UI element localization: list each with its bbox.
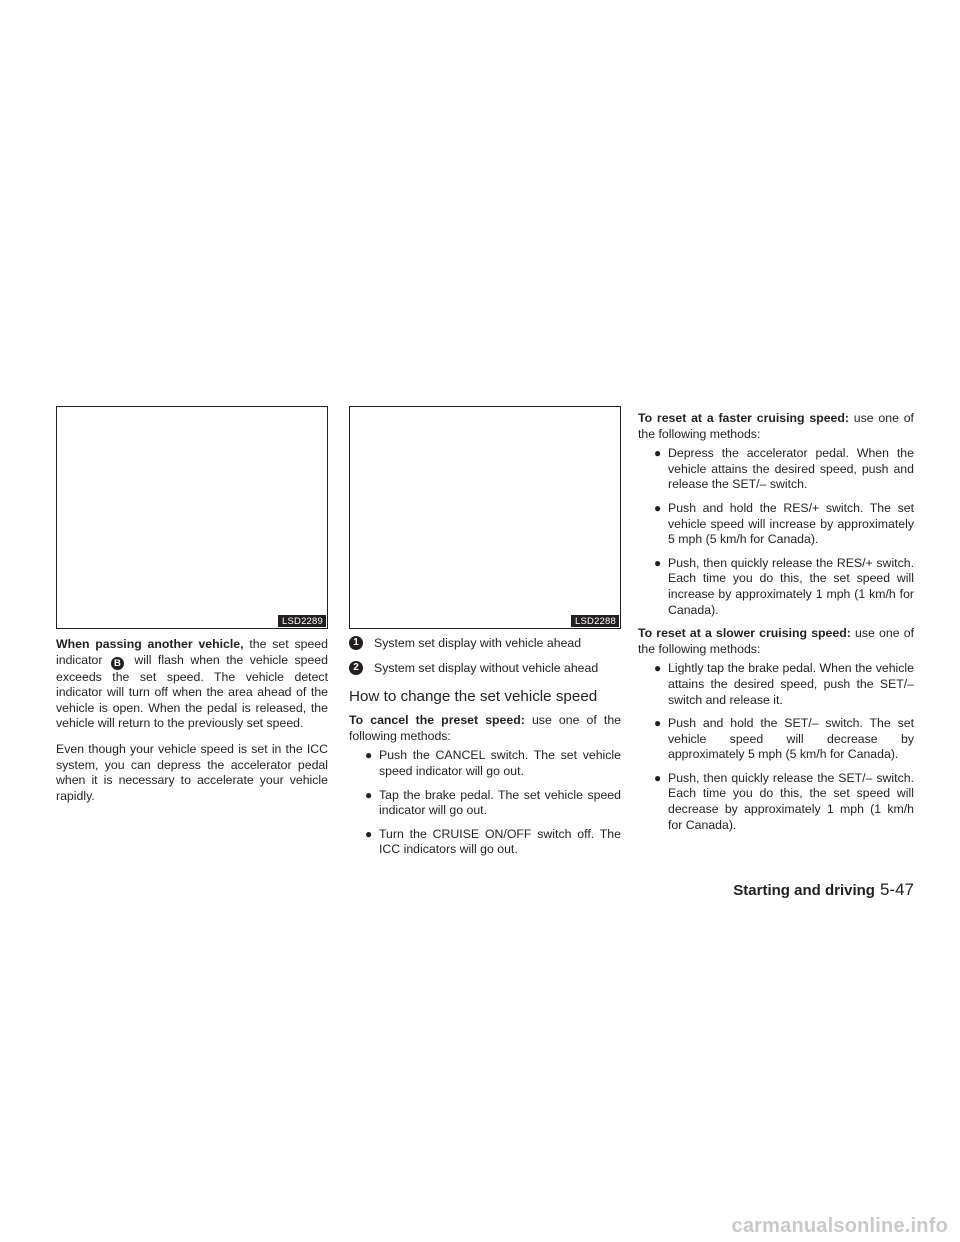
column-middle [349, 406, 621, 858]
faster-list [638, 446, 914, 618]
caption-item: 1 System set display with vehicle ahead [349, 636, 621, 652]
number-1-icon: 1 [349, 636, 363, 650]
column-right [638, 411, 914, 833]
bullet-icon: ● [654, 446, 662, 461]
slower-list [638, 661, 914, 833]
faster-intro: To reset at a faster cruising speed: use one of the following methods: [638, 411, 914, 441]
list-item: ● Turn the CRUISE ON/OFF switch off. The ICC indicators will go out. [365, 826, 621, 857]
list-item: ● Tap the brake pedal. The set vehicle speed indicator will go out. [365, 787, 621, 818]
watermark: carmanualsonline.info [731, 1215, 948, 1237]
cancel-intro: To cancel the preset speed: use one of the following methods: [349, 713, 621, 743]
bullet-icon: ● [654, 661, 662, 676]
list-item: ● Push and hold the RES/+ switch. The set vehicle speed will increase by approximately 5 mph (5 km/h for Canada). [654, 500, 914, 547]
list-item: ● Lightly tap the brake pedal. When the vehicle attains the desired speed, push the SET/– switch and release it. [654, 661, 914, 707]
section-heading: How to change the set vehicle speed [349, 688, 598, 706]
page-number: 5-47 [879, 880, 914, 899]
caption-item: 2 System set display without vehicle ahead [349, 661, 621, 677]
figure-code: LSD2288 [571, 615, 619, 627]
bullet-icon: ● [654, 500, 662, 515]
page-footer [733, 880, 914, 900]
passing-lead: When passing another vehicle, [56, 637, 244, 651]
bullet-icon: ● [654, 716, 662, 731]
column-left [56, 406, 328, 804]
bullet-icon: ● [365, 748, 373, 763]
list-item: ● Push and hold the SET/– switch. The set vehicle speed will decrease by approximately 5 mph (5 km/h for Canada). [654, 716, 914, 762]
figure-lsd2288 [349, 406, 621, 629]
section-title: Starting and driving [733, 882, 875, 899]
figure-lsd2289 [56, 406, 328, 629]
bullet-icon: ● [365, 826, 373, 841]
list-item: ● Push, then quickly release the RES/+ switch. Each time you do this, the set speed will increase by approximately 1 mph (1 km/h for Canada). [654, 555, 914, 617]
accelerate-paragraph: Even though your vehicle speed is set in the ICC system, you can depress the accelerator pedal when it is necessary to accelerate your vehicle rapidly. [56, 741, 328, 803]
bullet-icon: ● [365, 787, 373, 802]
bullet-icon: ● [654, 555, 662, 570]
number-2-icon: 2 [349, 661, 363, 675]
cancel-list [349, 748, 621, 858]
list-item: ● Push, then quickly release the SET/– switch. Each time you do this, the set speed will decrease by approximately 1 mph (1 km/h for Canada). [654, 770, 914, 832]
figure-code: LSD2289 [278, 615, 326, 627]
slower-intro: To reset at a slower cruising speed: use one of the following methods: [638, 626, 914, 656]
list-item: ● Push the CANCEL switch. The set vehicle speed indicator will go out. [365, 748, 621, 778]
marker-b-icon: B [111, 657, 124, 670]
passing-paragraph: When passing another vehicle, the set speed indicator B will flash when the vehicle speed exceeds the set speed. The vehicle detect indicator will turn off when the area ahead of the vehicle is open. When the pedal is released, the vehicle will return to the previously set speed. [56, 637, 328, 731]
figure-captions [349, 636, 621, 676]
list-item: ● Depress the accelerator pedal. When the vehicle attains the desired speed, push and release the SET/– switch. [654, 446, 914, 492]
bullet-icon: ● [654, 770, 662, 785]
